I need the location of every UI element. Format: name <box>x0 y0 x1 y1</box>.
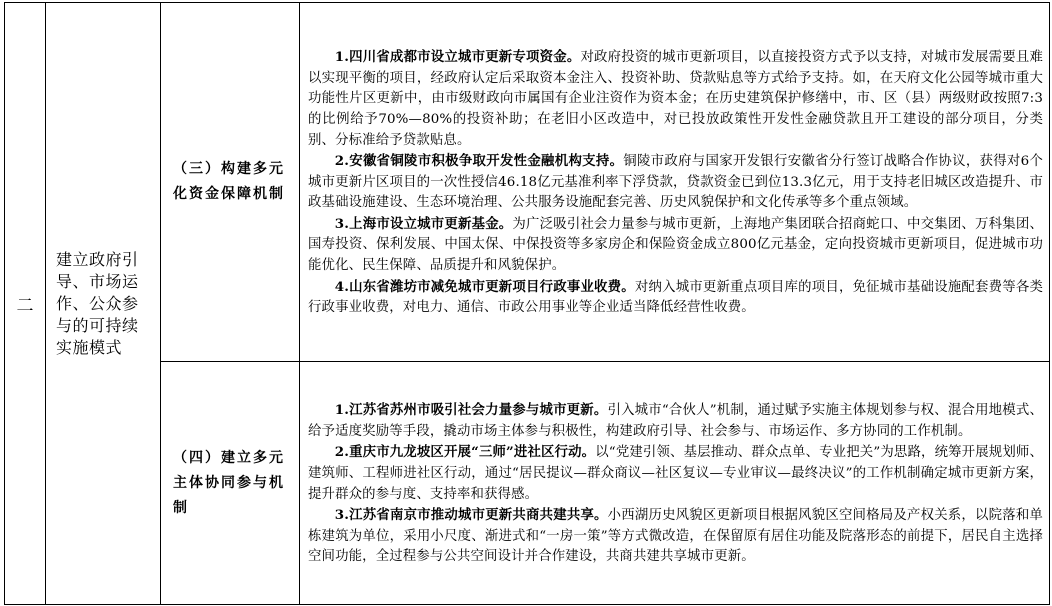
case-paragraph <box>308 277 1043 319</box>
subsection-title: （三）构建多元化资金保障机制 <box>161 3 300 362</box>
case-text: 铜陵市政府与国家开发银行安徽省分行签订战略合作协议，获得对6个城市更新片区项目的一次性授信46.18亿元基准利率下浮贷款，贷款资金已到位13.3亿元，用于支持老旧城区改造提升、市政基础设施建设、生态环境治理、公共服务设施配套完善、历史风貌保护和文化传承等多个重点领域。 <box>308 154 1044 211</box>
case-text: 对纳入城市更新重点项目库的项目，免征城市基础设施配套费等各类行政事业收费，对电力、通信、市政公用事业等企业适当降低经营性收费。 <box>308 279 1043 316</box>
case-heading: 1.四川省成都市设立城市更新专项资金。 <box>334 49 581 66</box>
subsection-title: （四）建立多元主体协同参与机制 <box>161 362 300 605</box>
case-heading: 1.江苏省苏州市吸引社会力量参与城市更新。 <box>334 402 608 419</box>
case-paragraph <box>308 442 1043 505</box>
policy-table <box>4 2 1050 605</box>
case-text: 小西湖历史风貌区更新项目根据风貌区空间格局及产权关系，以院落和单栋建筑为单位，采用小尺度、渐进式和“一房一策”等方式微改造，在保留原有居住功能及院落形态的前提下，居民自主选择空间功能，全过程参与公共空间设计并合作建设，共商共建共享城市更新。 <box>308 508 1043 565</box>
case-heading: 2.重庆市九龙坡区开展“三师”进社区行动。 <box>334 444 596 461</box>
case-text: 对政府投资的城市更新项目，以直接投资方式予以支持，对城市发展需要且难以实现平衡的项目，经政府认定后采取资本金注入、投资补助、贷款贴息等方式给予支持。如，在天府文化公园等城市重大功能性片区更新中，由市级财政向市属国有企业注资作为资本金；在历史建筑保护修缮中，市、区（县）两级财政按照7:3的比例给予70%—80%的投资补助；在老旧小区改造中，对已投放政策性开发性金融贷款且开工建设的部分项目，分类别、分标准给予贷款贴息。 <box>308 50 1043 148</box>
subsection-body <box>300 362 1050 605</box>
case-heading: 2.安徽省铜陵市积极争取开发性金融机构支持。 <box>334 153 624 170</box>
case-text: 为广泛吸引社会力量参与城市更新，上海地产集团联合招商蛇口、中交集团、万科集团、国寿投资、保利发展、中国太保、中保投资等多家房企和保险资金成立800亿元基金，定向投资城市更新项目，促进城市功能优化、民生保障、品质提升和风貌保护。 <box>308 216 1043 274</box>
case-heading: 3.江苏省南京市推动城市更新共商共建共享。 <box>334 507 608 524</box>
case-heading: 3.上海市设立城市更新基金。 <box>334 215 513 232</box>
section-category: 建立政府引导、市场运作、公众参与的可持续实施模式 <box>46 3 161 605</box>
table-row <box>5 3 1050 362</box>
case-paragraph <box>308 151 1043 214</box>
subsection-body <box>300 3 1050 362</box>
table-row <box>5 362 1050 605</box>
case-heading: 4.山东省潍坊市减免城市更新项目行政事业收费。 <box>334 278 635 295</box>
case-text: 引入城市“合伙人”机制，通过赋予实施主体规划参与权、混合用地模式、给予适度奖励等手段，撬动市场主体参与积极性，构建政府引导、社会参与、市场运作、多方协同的工作机制。 <box>308 403 1043 439</box>
section-number: 二 <box>5 3 46 605</box>
case-paragraph <box>308 400 1043 442</box>
case-paragraph <box>308 47 1043 151</box>
case-paragraph <box>308 214 1043 277</box>
case-text: 以“党建引领、基层推动、群众点单、专业把关”为思路，统筹开展规划师、建筑师、工程师进社区行动，通过“居民提议—群众商议—社区复议—专业审议—最终决议”的工作机制确定城市更新方案，提升群众的参与度、支持率和获得感。 <box>308 445 1043 502</box>
case-paragraph <box>308 505 1043 568</box>
